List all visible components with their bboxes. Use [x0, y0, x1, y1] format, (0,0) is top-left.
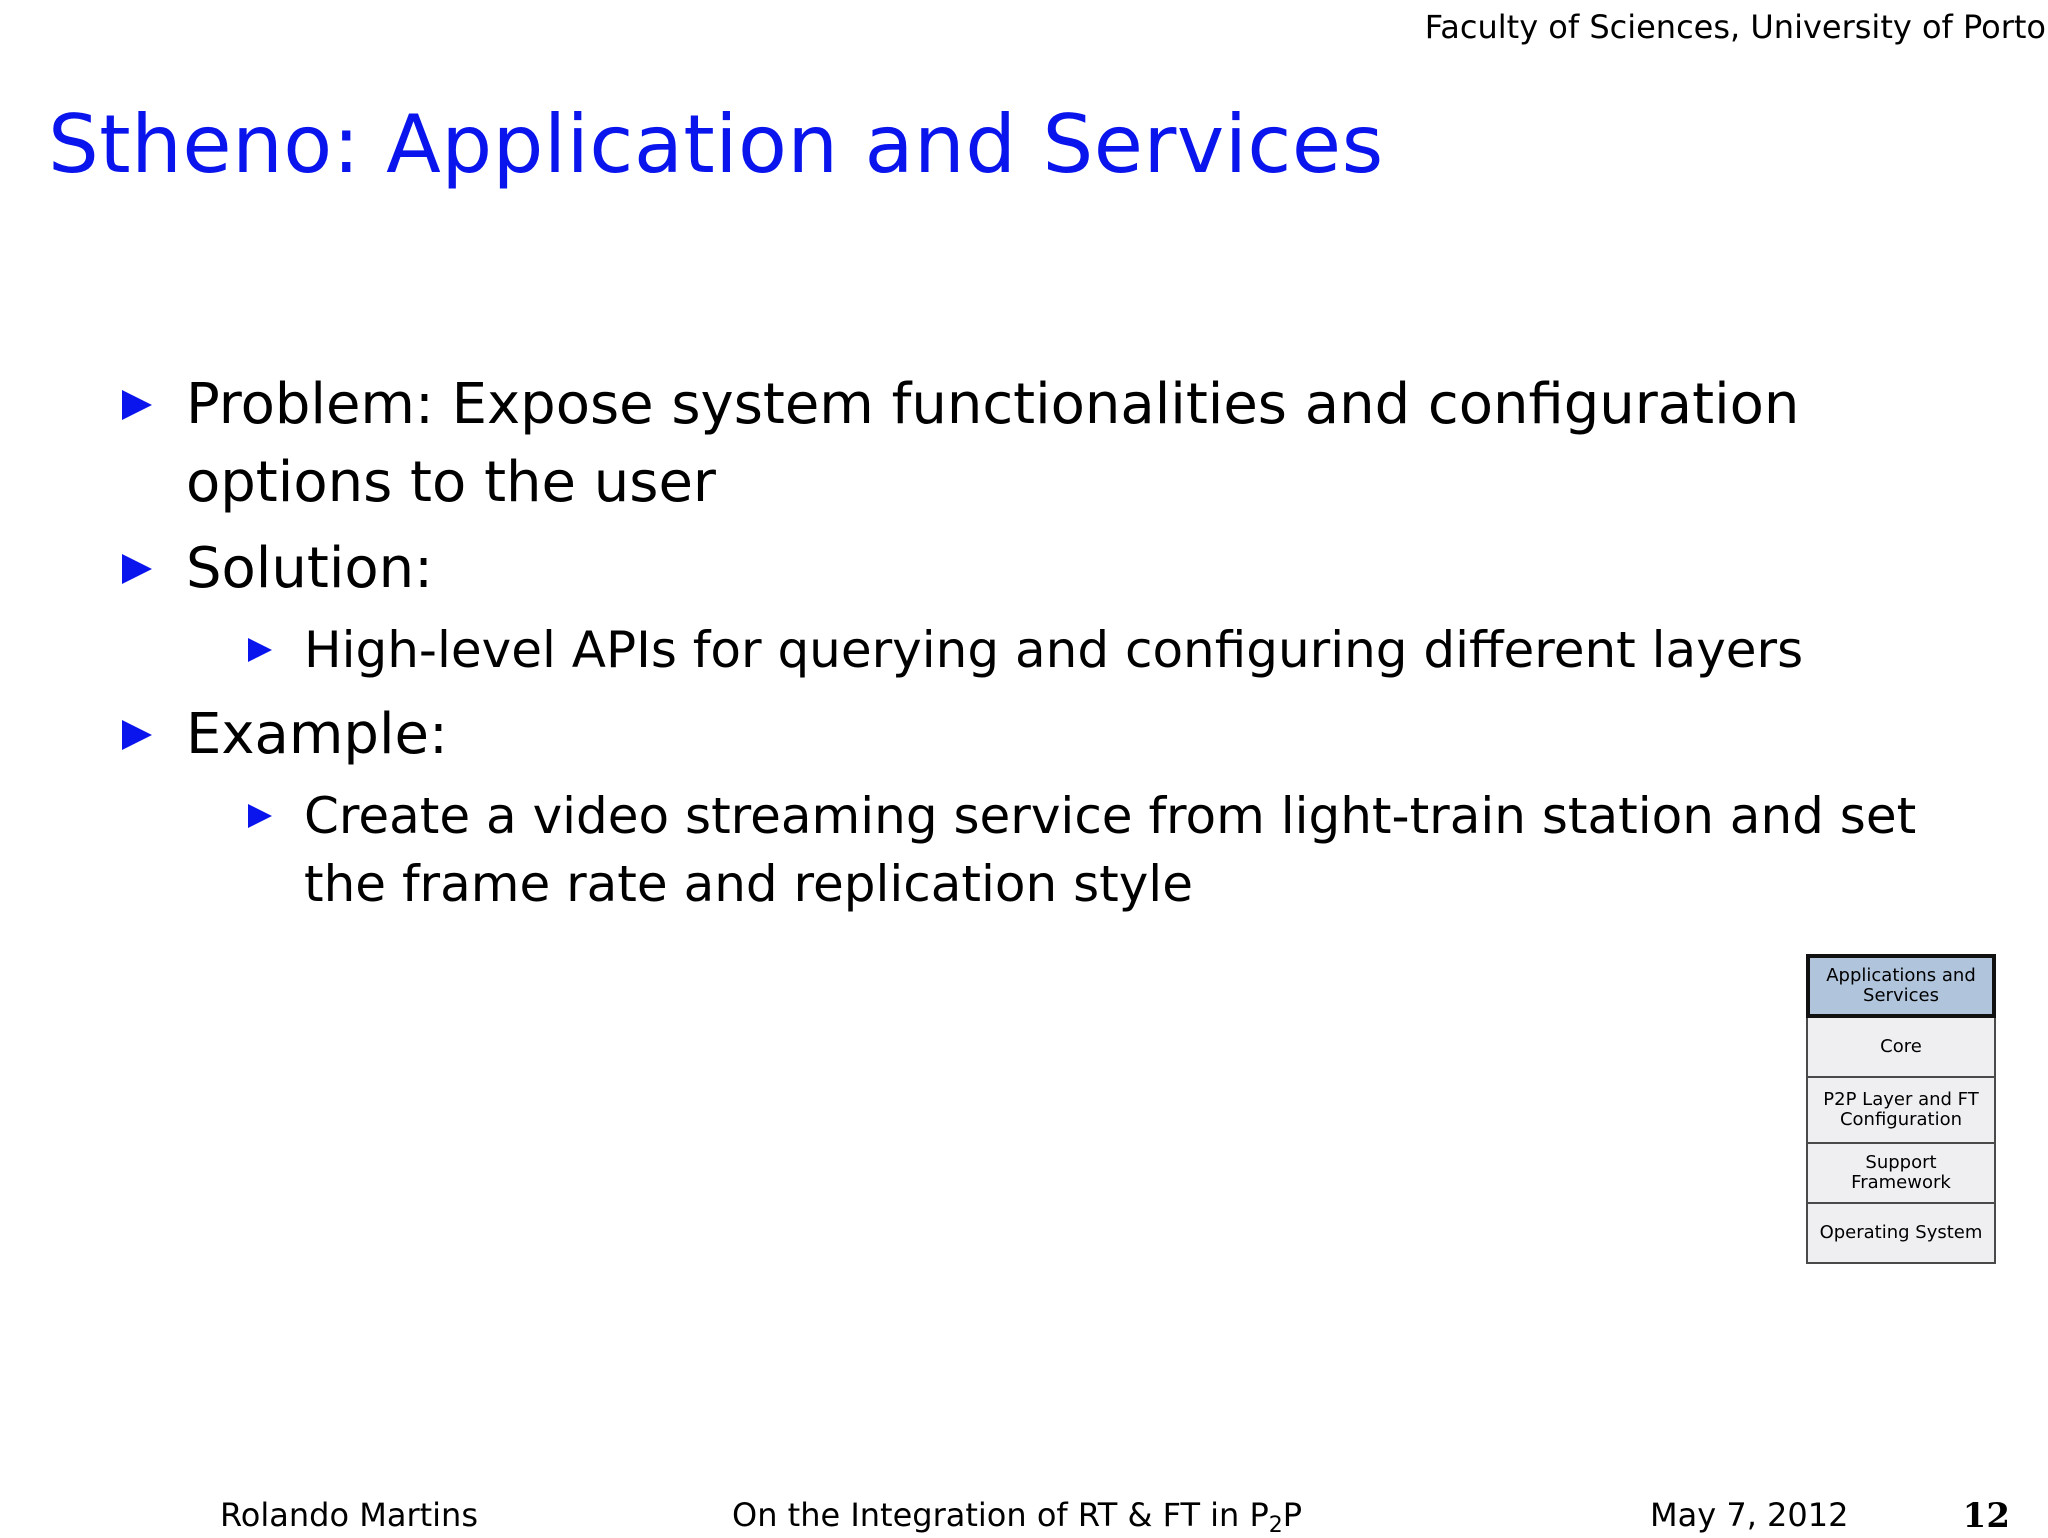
bullet-text: Solution: [186, 536, 433, 601]
footer-date: May 7, 2012 [1650, 1496, 1849, 1534]
sub-bullet-text: Create a video streaming service from light-train station and set the frame rate and replication style [304, 787, 1917, 913]
talk-title-subscript: 2 [1268, 1513, 1283, 1538]
bullet-item-example [118, 696, 1998, 774]
footer-talk-title [732, 1496, 1302, 1538]
slide-title: Stheno: Application and Services [48, 98, 1384, 191]
architecture-stack-diagram [1806, 954, 1996, 1264]
bullet-item-problem [118, 366, 1998, 522]
layer-operating-system: Operating System [1806, 1202, 1996, 1264]
bullet-list [118, 366, 1998, 918]
footer-author: Rolando Martins [220, 1496, 478, 1534]
talk-title-prefix: On the Integration of RT & FT in P [732, 1496, 1269, 1534]
layer-p2p-and-ft-configuration: P2P Layer and FT Configuration [1806, 1076, 1996, 1144]
sub-bullet-item [244, 782, 1998, 918]
triangle-bullet-icon [248, 804, 272, 828]
talk-title-suffix: P [1282, 1496, 1303, 1534]
layer-applications-and-services: Applications and Services [1806, 954, 1996, 1018]
sub-bullet-text: High-level APIs for querying and configuring different layers [304, 621, 1804, 679]
bullet-item-solution [118, 530, 1998, 608]
triangle-bullet-icon [122, 720, 152, 750]
bullet-text: Example: [186, 702, 448, 767]
triangle-bullet-icon [122, 554, 152, 584]
bullet-text: Problem: Expose system functionalities and configuration options to the user [186, 372, 1800, 515]
triangle-bullet-icon [122, 390, 152, 420]
institution-header: Faculty of Sciences, University of Porto [1424, 8, 2046, 46]
sub-bullet-item [244, 616, 1998, 684]
layer-core: Core [1806, 1016, 1996, 1078]
triangle-bullet-icon [248, 638, 272, 662]
layer-support-framework: Support Framework [1806, 1142, 1996, 1204]
page-number: 12 [1962, 1496, 2010, 1536]
